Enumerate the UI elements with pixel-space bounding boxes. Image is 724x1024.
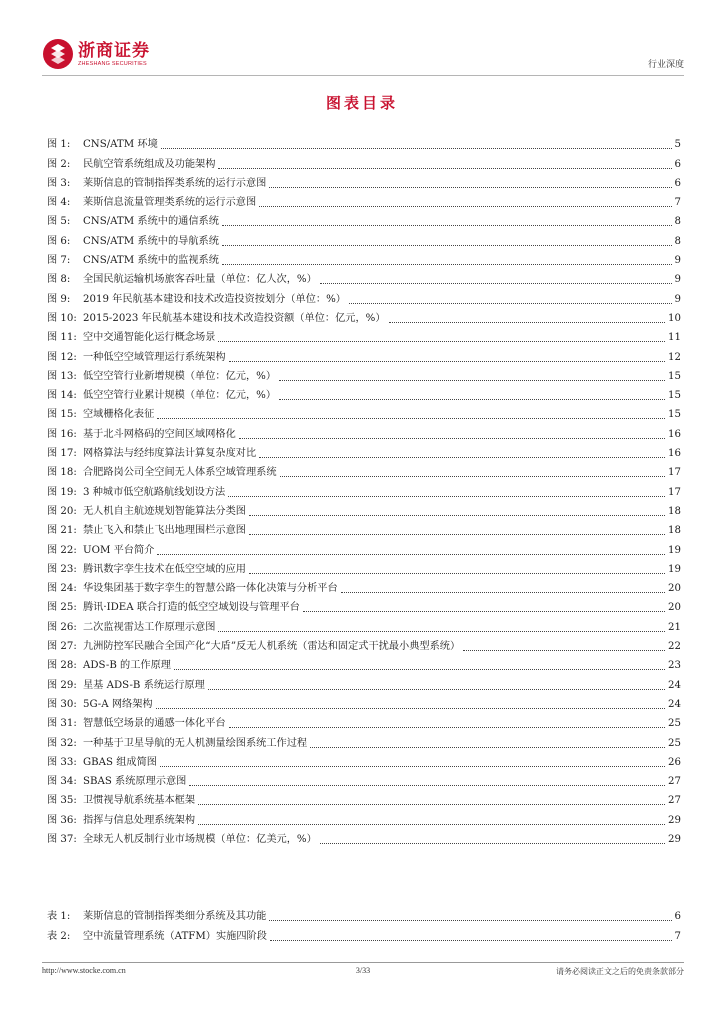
entry-page-number: 16 xyxy=(668,428,681,440)
entry-page-number: 27 xyxy=(668,776,681,788)
entry-title: 莱斯信息的管制指挥类系统的运行示意图 xyxy=(83,177,267,189)
entry-page-number: 23 xyxy=(668,660,681,672)
entry-page-number: 29 xyxy=(668,814,681,826)
entry-title: 合肥路岗公司全空间无人体系空域管理系统 xyxy=(83,467,277,479)
entry-page-number: 25 xyxy=(668,737,681,749)
table-entry[interactable] xyxy=(47,905,681,924)
entry-number: 图 8: xyxy=(47,274,71,286)
figure-entry[interactable] xyxy=(47,577,681,596)
footer-divider xyxy=(42,962,684,963)
entry-page-number: 9 xyxy=(674,274,681,286)
entry-page-number: 11 xyxy=(668,332,681,344)
figure-entry[interactable] xyxy=(47,673,681,692)
entry-page-number: 19 xyxy=(668,563,681,575)
footer-url-link[interactable]: http://www.stocke.com.cn xyxy=(42,966,126,975)
entry-page-number: 5 xyxy=(674,139,681,151)
entry-title: 基于北斗网格码的空间区域网格化 xyxy=(83,428,236,440)
figure-entry[interactable] xyxy=(47,712,681,731)
figure-entry[interactable] xyxy=(47,500,681,519)
page-header xyxy=(42,38,684,78)
dot-leader xyxy=(389,322,666,323)
entry-title: 空域栅格化表征 xyxy=(83,409,155,421)
entry-page-number: 20 xyxy=(668,583,681,595)
entry-page-number: 7 xyxy=(674,197,681,209)
dot-leader xyxy=(160,766,665,767)
dot-leader xyxy=(249,515,665,516)
dot-leader xyxy=(249,573,665,574)
entry-number: 表 1: xyxy=(47,911,71,923)
entry-number: 图 34: xyxy=(47,776,77,788)
figure-entry[interactable] xyxy=(47,191,681,210)
entry-title: 5G-A 网络架构 xyxy=(83,698,153,710)
entry-number: 图 4: xyxy=(47,197,71,209)
figure-entry[interactable] xyxy=(47,345,681,364)
figure-entry[interactable] xyxy=(47,558,681,577)
entry-title: 一种低空空域管理运行系统架构 xyxy=(83,351,226,363)
figure-entry[interactable] xyxy=(47,461,681,480)
dot-leader xyxy=(198,804,665,805)
dot-leader xyxy=(157,418,665,419)
entry-number: 图 24: xyxy=(47,583,77,595)
dot-leader xyxy=(463,650,665,651)
dot-leader xyxy=(239,438,665,439)
entry-title: GBAS 组成简图 xyxy=(83,756,157,768)
entry-page-number: 9 xyxy=(674,255,681,267)
entry-page-number: 29 xyxy=(668,833,681,845)
entry-page-number: 7 xyxy=(674,930,681,942)
entry-title: 网格算法与经纬度算法计算复杂度对比 xyxy=(83,448,257,460)
figure-entry[interactable] xyxy=(47,693,681,712)
figure-entry[interactable] xyxy=(47,422,681,441)
entry-number: 图 11: xyxy=(47,332,77,344)
entry-title: 2015-2023 年民航基本建设和技术改造投资额（单位：亿元，%） xyxy=(83,312,386,324)
entry-page-number: 12 xyxy=(668,351,681,363)
dot-leader xyxy=(269,920,671,921)
figure-entry[interactable] xyxy=(47,731,681,750)
dot-leader xyxy=(198,824,665,825)
entry-number: 图 16: xyxy=(47,428,77,440)
dot-leader xyxy=(208,689,665,690)
entry-page-number: 18 xyxy=(668,505,681,517)
entry-number: 图 30: xyxy=(47,698,77,710)
figure-entry[interactable] xyxy=(47,442,681,461)
figure-entry[interactable] xyxy=(47,172,681,191)
dot-leader xyxy=(218,168,671,169)
figure-entry[interactable] xyxy=(47,249,681,268)
entry-page-number: 6 xyxy=(674,158,681,170)
entry-number: 图 25: xyxy=(47,602,77,614)
entry-page-number: 27 xyxy=(668,795,681,807)
dot-leader xyxy=(218,631,665,632)
entry-title: 全国民航运输机场旅客吞吐量（单位：亿人次，%） xyxy=(83,274,317,286)
dot-leader xyxy=(279,380,665,381)
entry-number: 图 33: xyxy=(47,756,77,768)
figure-entry[interactable] xyxy=(47,326,681,345)
dot-leader xyxy=(269,187,671,188)
entry-number: 图 13: xyxy=(47,370,77,382)
entry-title: 二次监视雷达工作原理示意图 xyxy=(83,621,216,633)
dot-leader xyxy=(229,361,665,362)
figure-entry[interactable] xyxy=(47,480,681,499)
dot-leader xyxy=(229,727,665,728)
entry-title: 全球无人机反制行业市场规模（单位：亿美元，%） xyxy=(83,833,317,845)
dot-leader xyxy=(222,245,672,246)
entry-number: 图 6: xyxy=(47,235,71,247)
entry-page-number: 8 xyxy=(674,216,681,228)
entry-page-number: 20 xyxy=(668,602,681,614)
dot-leader xyxy=(156,708,665,709)
entry-number: 图 19: xyxy=(47,486,77,498)
dot-leader xyxy=(222,264,672,265)
figure-entry[interactable] xyxy=(47,403,681,422)
entry-title: CNS/ATM 系统中的监视系统 xyxy=(83,255,219,267)
entry-title: CNS/ATM 环境 xyxy=(83,139,158,151)
figure-entry[interactable] xyxy=(47,770,681,789)
entry-number: 图 32: xyxy=(47,737,77,749)
entry-page-number: 6 xyxy=(674,911,681,923)
dot-leader xyxy=(320,283,672,284)
figure-entry[interactable] xyxy=(47,287,681,306)
figure-entry[interactable] xyxy=(47,268,681,287)
figure-entry[interactable] xyxy=(47,789,681,808)
entry-title: 2019 年民航基本建设和技术改造投资按划分（单位：%） xyxy=(83,293,346,305)
logo-name-en: ZHESHANG SECURITIES xyxy=(78,60,147,67)
entry-page-number: 15 xyxy=(668,370,681,382)
entry-title: 指挥与信息处理系统架构 xyxy=(83,814,196,826)
entry-number: 图 26: xyxy=(47,621,77,633)
figure-entry[interactable] xyxy=(47,635,681,654)
figure-entry[interactable] xyxy=(47,828,681,847)
entry-number: 图 35: xyxy=(47,795,77,807)
entry-title: 星基 ADS-B 系统运行原理 xyxy=(83,679,205,691)
entry-number: 图 18: xyxy=(47,467,77,479)
entry-number: 图 10: xyxy=(47,312,77,324)
dot-leader xyxy=(341,592,665,593)
figure-entry[interactable] xyxy=(47,654,681,673)
figure-entry[interactable] xyxy=(47,384,681,403)
entry-page-number: 25 xyxy=(668,718,681,730)
entry-page-number: 8 xyxy=(674,235,681,247)
entry-page-number: 15 xyxy=(668,390,681,402)
entry-number: 图 20: xyxy=(47,505,77,517)
dot-leader xyxy=(259,457,665,458)
entry-title: 3 种城市低空航路航线划设方法 xyxy=(83,486,226,498)
entry-page-number: 17 xyxy=(668,467,681,479)
dot-leader xyxy=(161,148,672,149)
entry-number: 图 15: xyxy=(47,409,77,421)
entry-number: 图 28: xyxy=(47,660,77,672)
entry-title: 空中流量管理系统（ATFM）实施四阶段 xyxy=(83,930,267,942)
entry-number: 图 5: xyxy=(47,216,71,228)
figure-entry[interactable] xyxy=(47,751,681,770)
dot-leader xyxy=(320,843,665,844)
entry-number: 图 22: xyxy=(47,544,77,556)
figure-entry[interactable] xyxy=(47,133,681,152)
entry-title: CNS/ATM 系统中的通信系统 xyxy=(83,216,219,228)
entry-number: 图 7: xyxy=(47,255,71,267)
entry-title: UOM 平台简介 xyxy=(83,544,155,556)
dot-leader xyxy=(174,669,665,670)
entry-number: 图 2: xyxy=(47,158,71,170)
entry-page-number: 24 xyxy=(668,698,681,710)
entry-number: 图 14: xyxy=(47,390,77,402)
dot-leader xyxy=(310,747,665,748)
logo-mark-icon xyxy=(42,38,74,70)
dot-leader xyxy=(303,611,665,612)
footer-disclaimer-note: 请务必阅读正文之后的免责条款部分 xyxy=(556,967,684,976)
entry-number: 图 12: xyxy=(47,351,77,363)
entry-number: 图 3: xyxy=(47,177,71,189)
entry-page-number: 22 xyxy=(668,641,681,653)
entry-number: 图 23: xyxy=(47,563,77,575)
entry-number: 图 27: xyxy=(47,641,77,653)
figure-entry[interactable] xyxy=(47,519,681,538)
footer-page-number: 3/33 xyxy=(355,966,371,975)
entry-page-number: 19 xyxy=(668,544,681,556)
table-entry[interactable] xyxy=(47,924,681,943)
entry-number: 图 31: xyxy=(47,718,77,730)
entry-number: 图 36: xyxy=(47,814,77,826)
table-list xyxy=(47,905,681,944)
dot-leader xyxy=(279,399,665,400)
page-title: 图表目录 xyxy=(325,94,398,112)
entry-page-number: 24 xyxy=(668,679,681,691)
dot-leader xyxy=(280,476,665,477)
logo-name-cn: 浙商证券 xyxy=(78,40,150,61)
entry-number: 图 1: xyxy=(47,139,71,151)
entry-title: 低空空管行业新增规模（单位：亿元，%） xyxy=(83,370,277,382)
dot-leader xyxy=(228,496,665,497)
header-divider xyxy=(42,75,684,76)
dot-leader xyxy=(259,206,671,207)
entry-number: 图 21: xyxy=(47,525,77,537)
entry-page-number: 21 xyxy=(668,621,681,633)
figure-entry[interactable] xyxy=(47,615,681,634)
entry-page-number: 26 xyxy=(668,756,681,768)
dot-leader xyxy=(222,225,672,226)
entry-title: 一种基于卫星导航的无人机测量绘图系统工作过程 xyxy=(83,737,308,749)
dot-leader xyxy=(270,940,672,941)
entry-title: 智慧低空场景的通感一体化平台 xyxy=(83,718,226,730)
entry-title: 禁止飞入和禁止飞出地理围栏示意图 xyxy=(83,525,246,537)
entry-title: 无人机自主航迹规划智能算法分类图 xyxy=(83,505,246,517)
figure-entry[interactable] xyxy=(47,365,681,384)
entry-page-number: 18 xyxy=(668,525,681,537)
entry-number: 表 2: xyxy=(47,930,71,942)
entry-title: 民航空管系统组成及功能架构 xyxy=(83,158,216,170)
report-type-label: 行业深度 xyxy=(647,60,684,70)
entry-page-number: 16 xyxy=(668,448,681,460)
entry-title: 卫惯视导航系统基本框架 xyxy=(83,795,196,807)
entry-title: CNS/ATM 系统中的导航系统 xyxy=(83,235,219,247)
entry-title: 莱斯信息流量管理类系统的运行示意图 xyxy=(83,197,257,209)
figure-entry[interactable] xyxy=(47,307,681,326)
entry-title: 低空空管行业累计规模（单位：亿元，%） xyxy=(83,390,277,402)
entry-title: 华设集团基于数字孪生的智慧公路一体化决策与分析平台 xyxy=(83,583,338,595)
entry-page-number: 17 xyxy=(668,486,681,498)
figure-entry[interactable] xyxy=(47,538,681,557)
entry-title: 九洲防控军民融合全国产化“大盾”反无人机系统（雷达和固定式干扰最小典型系统） xyxy=(83,641,461,653)
figure-entry[interactable] xyxy=(47,808,681,827)
entry-page-number: 15 xyxy=(668,409,681,421)
dot-leader xyxy=(189,785,665,786)
entry-title: 腾讯·IDEA 联合打造的低空空域划设与管理平台 xyxy=(83,602,300,614)
entry-title: 莱斯信息的管制指挥类细分系统及其功能 xyxy=(83,911,267,923)
entry-title: 腾讯数字孪生技术在低空空域的应用 xyxy=(83,563,246,575)
entry-number: 图 9: xyxy=(47,293,71,305)
entry-number: 图 17: xyxy=(47,448,77,460)
entry-page-number: 6 xyxy=(674,177,681,189)
figure-list xyxy=(47,133,681,847)
figure-entry[interactable] xyxy=(47,229,681,248)
dot-leader xyxy=(349,303,672,304)
figure-entry[interactable] xyxy=(47,210,681,229)
entry-title: SBAS 系统原理示意图 xyxy=(83,776,187,788)
dot-leader xyxy=(218,341,665,342)
entry-page-number: 9 xyxy=(674,293,681,305)
dot-leader xyxy=(249,534,665,535)
entry-number: 图 37: xyxy=(47,833,77,845)
entry-title: 空中交通智能化运行概念场景 xyxy=(83,332,216,344)
dot-leader xyxy=(157,554,665,555)
figure-entry[interactable] xyxy=(47,596,681,615)
entry-page-number: 10 xyxy=(668,312,681,324)
figure-entry[interactable] xyxy=(47,152,681,171)
brand-logo xyxy=(42,38,150,70)
entry-number: 图 29: xyxy=(47,679,77,691)
entry-title: ADS-B 的工作原理 xyxy=(83,660,171,672)
